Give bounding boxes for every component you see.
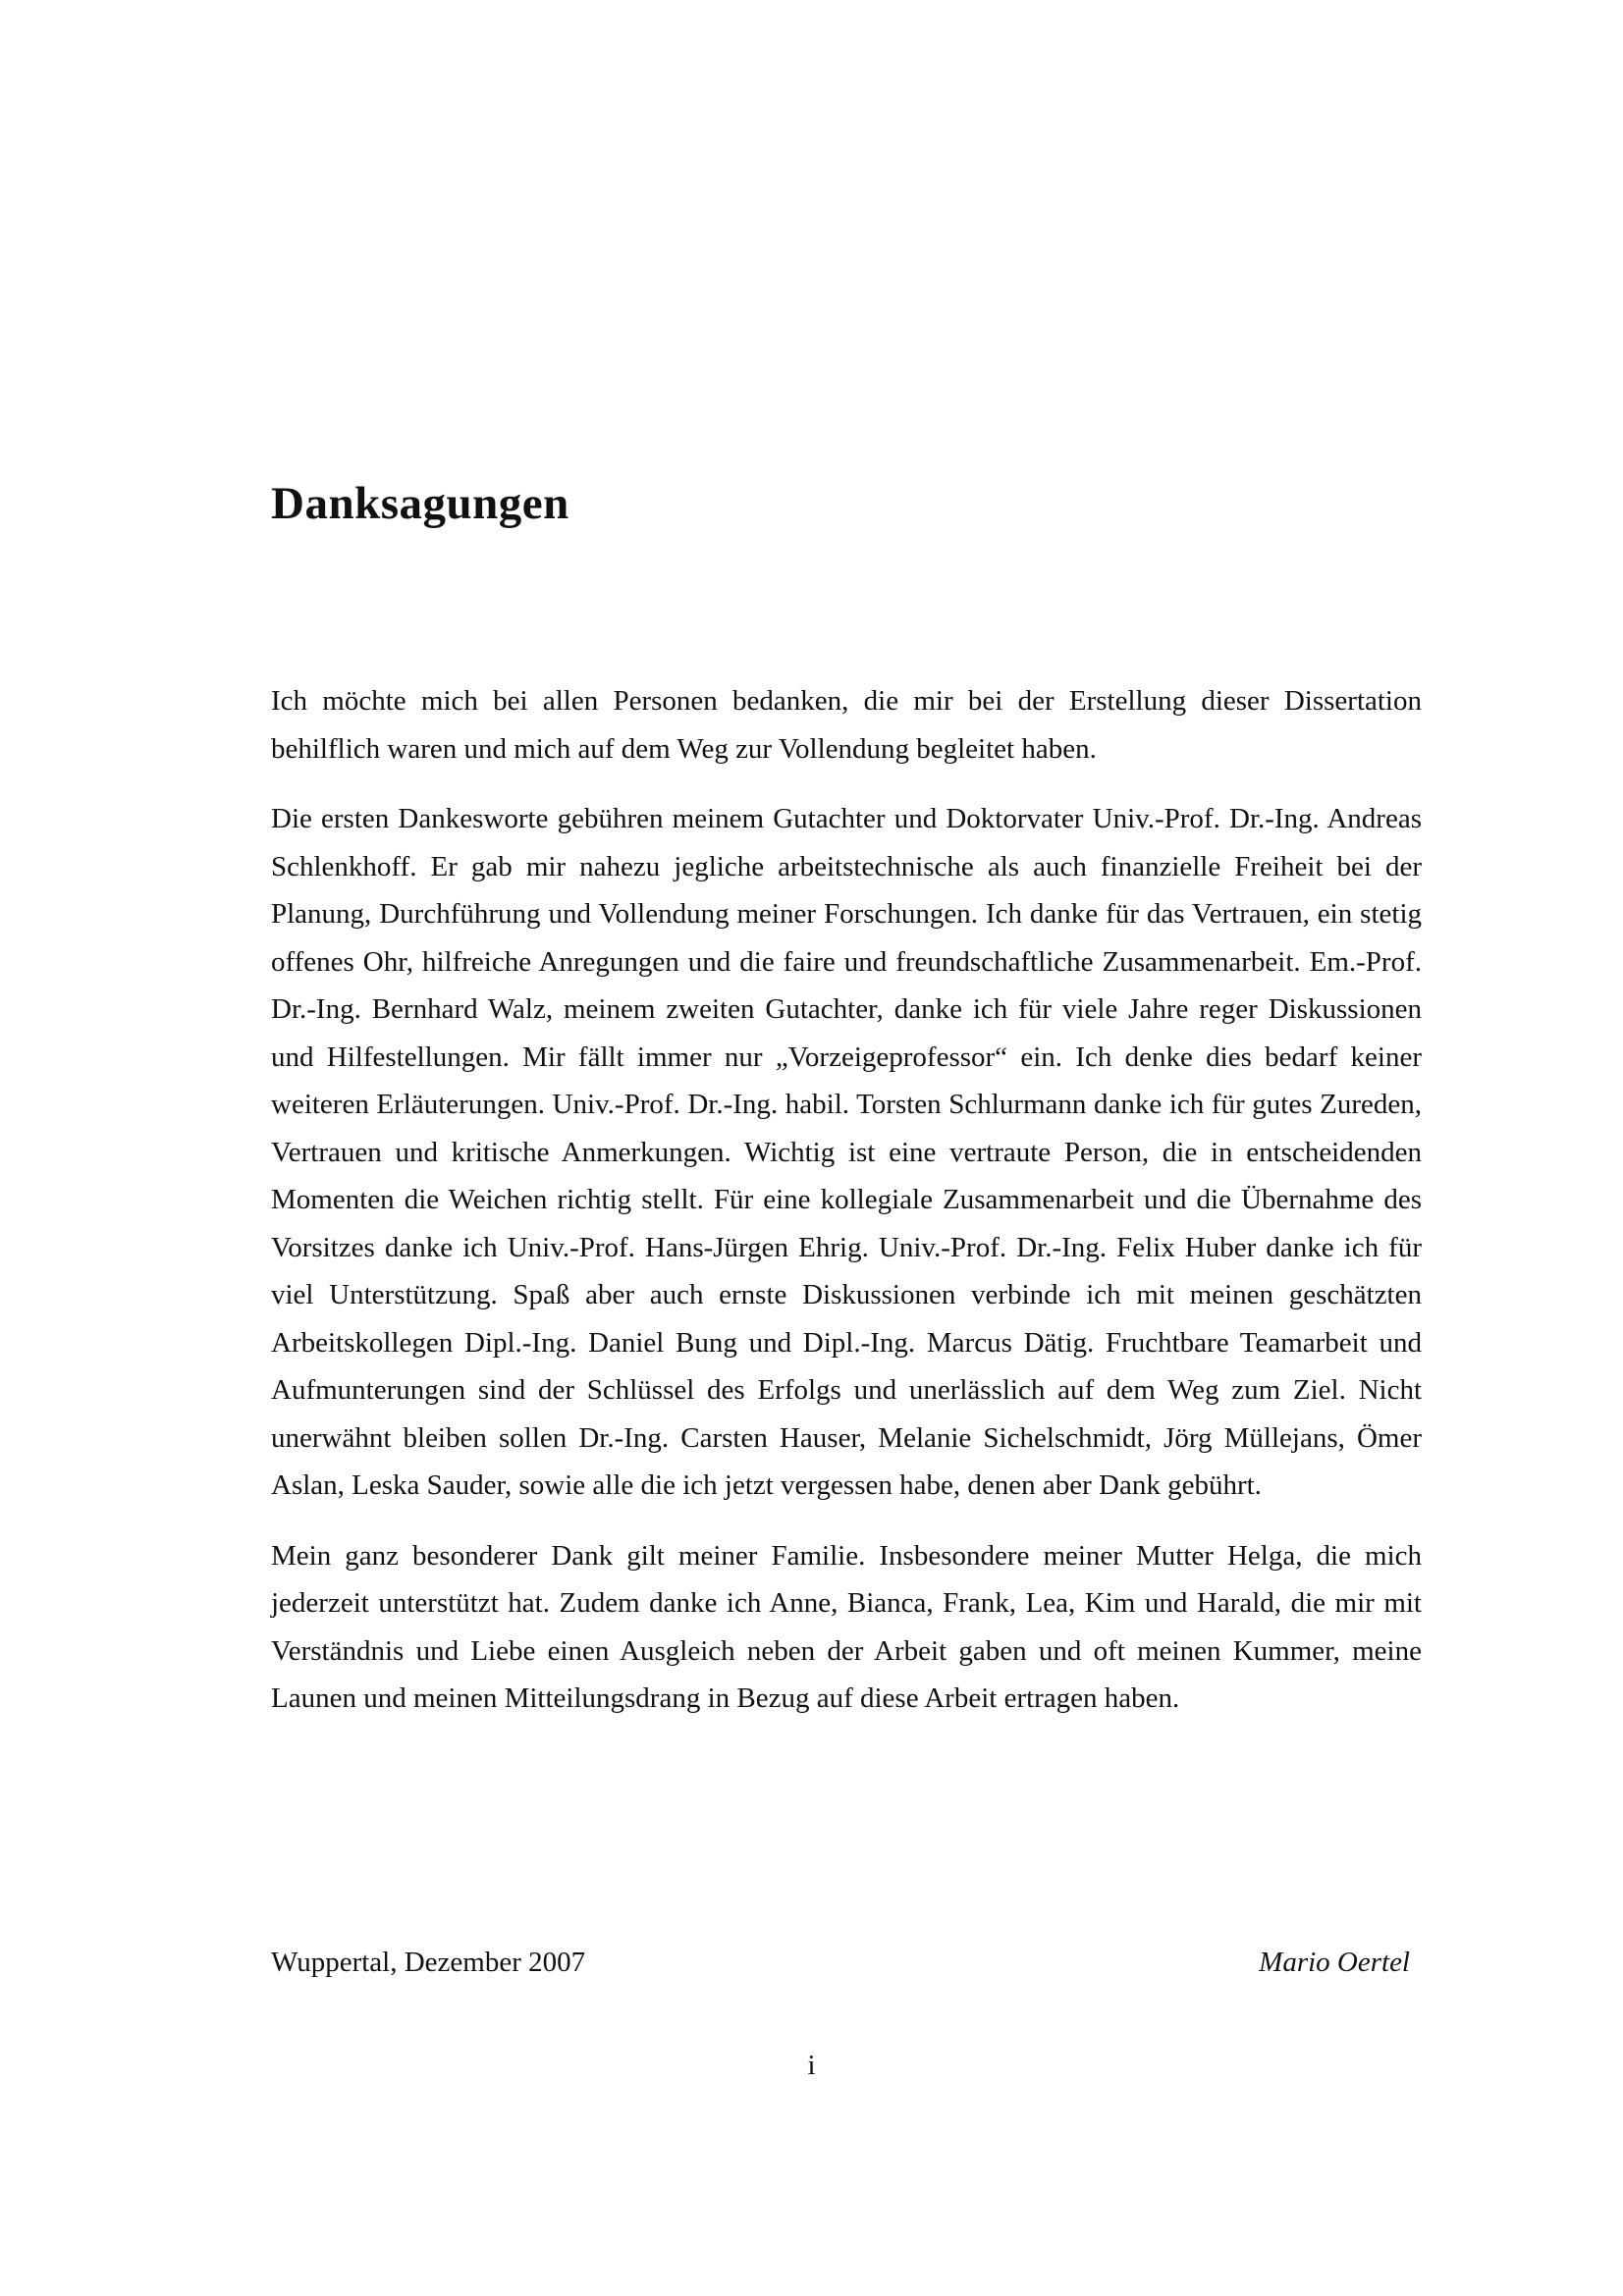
page-number: i bbox=[807, 2050, 816, 2081]
paragraph-advisors: Die ersten Dankesworte gebühren meinem Gutachter und Doktorvater Univ.-Prof. Dr.-Ing. Andreas Schlenkhoff. Er gab mir nahezu jegliche arbeitstechnische als auch finanzielle Freiheit bei der Planung, Durchführung und Vollendung meiner Forschungen. Ich danke für das Vertrauen, ein stetig offenes Ohr, hilfreiche Anregungen und die faire und freundschaftliche Zusammenarbeit. Em.-Prof. Dr.-Ing. Bernhard Walz, meinem zweiten Gutachter, danke ich für viele Jahre reger Diskussionen und Hilfestellungen. Mir fällt immer nur „Vorzeigeprofessor“ ein. Ich denke dies bedarf keiner weiteren Erläuterungen. Univ.-Prof. Dr.-Ing. habil. Torsten Schlurmann danke ich für gutes Zureden, Vertrauen und kritische Anmerkungen. Wichtig ist eine vertraute Person, die in entscheidenden Momenten die Weichen richtig stellt. Für eine kollegiale Zusammenarbeit und die Übernahme des Vorsitzes danke ich Univ.-Prof. Hans-Jürgen Ehrig. Univ.-Prof. Dr.-Ing. Felix Huber danke ich für viel Unterstützung. Spaß aber auch ernste Diskussionen verbinde ich mit meinen geschätzten Arbeitskollegen Dipl.-Ing. Daniel Bung und Dipl.-Ing. Marcus Dätig. Fruchtbare Teamarbeit und Aufmunterungen sind der Schlüssel des Erfolgs und unerlässlich auf dem Weg zum Ziel. Nicht unerwähnt bleiben sollen Dr.-Ing. Carsten Hauser, Melanie Sichelschmidt, Jörg Müllejans, Ömer Aslan, Leska Sauder, sowie alle die ich jetzt vergessen habe, denen aber Dank gebührt. bbox=[271, 803, 1422, 1501]
author-name: Mario Oertel bbox=[1259, 1947, 1410, 1978]
acknowledgements-body bbox=[271, 677, 1422, 1745]
paragraph-intro: Ich möchte mich bei allen Personen bedanken, die mir bei der Erstellung dieser Dissertation behilflich waren und mich auf dem Weg zur Vollendung begleitet haben. bbox=[271, 685, 1422, 765]
signature-row bbox=[271, 1939, 1410, 1986]
page-title: Danksagungen bbox=[271, 478, 569, 529]
paragraph-family: Mein ganz besonderer Dank gilt meiner Familie. Insbesondere meiner Mutter Helga, die mich jederzeit unterstützt hat. Zudem danke ich Anne, Bianca, Frank, Lea, Kim und Harald, die mir mit Verständnis und Liebe einen Ausgleich neben der Arbeit gaben und oft meinen Kummer, meine Launen und meinen Mitteilungsdrang in Bezug auf diese Arbeit ertragen haben. bbox=[271, 1539, 1422, 1714]
place-date: Wuppertal, Dezember 2007 bbox=[271, 1947, 586, 1978]
